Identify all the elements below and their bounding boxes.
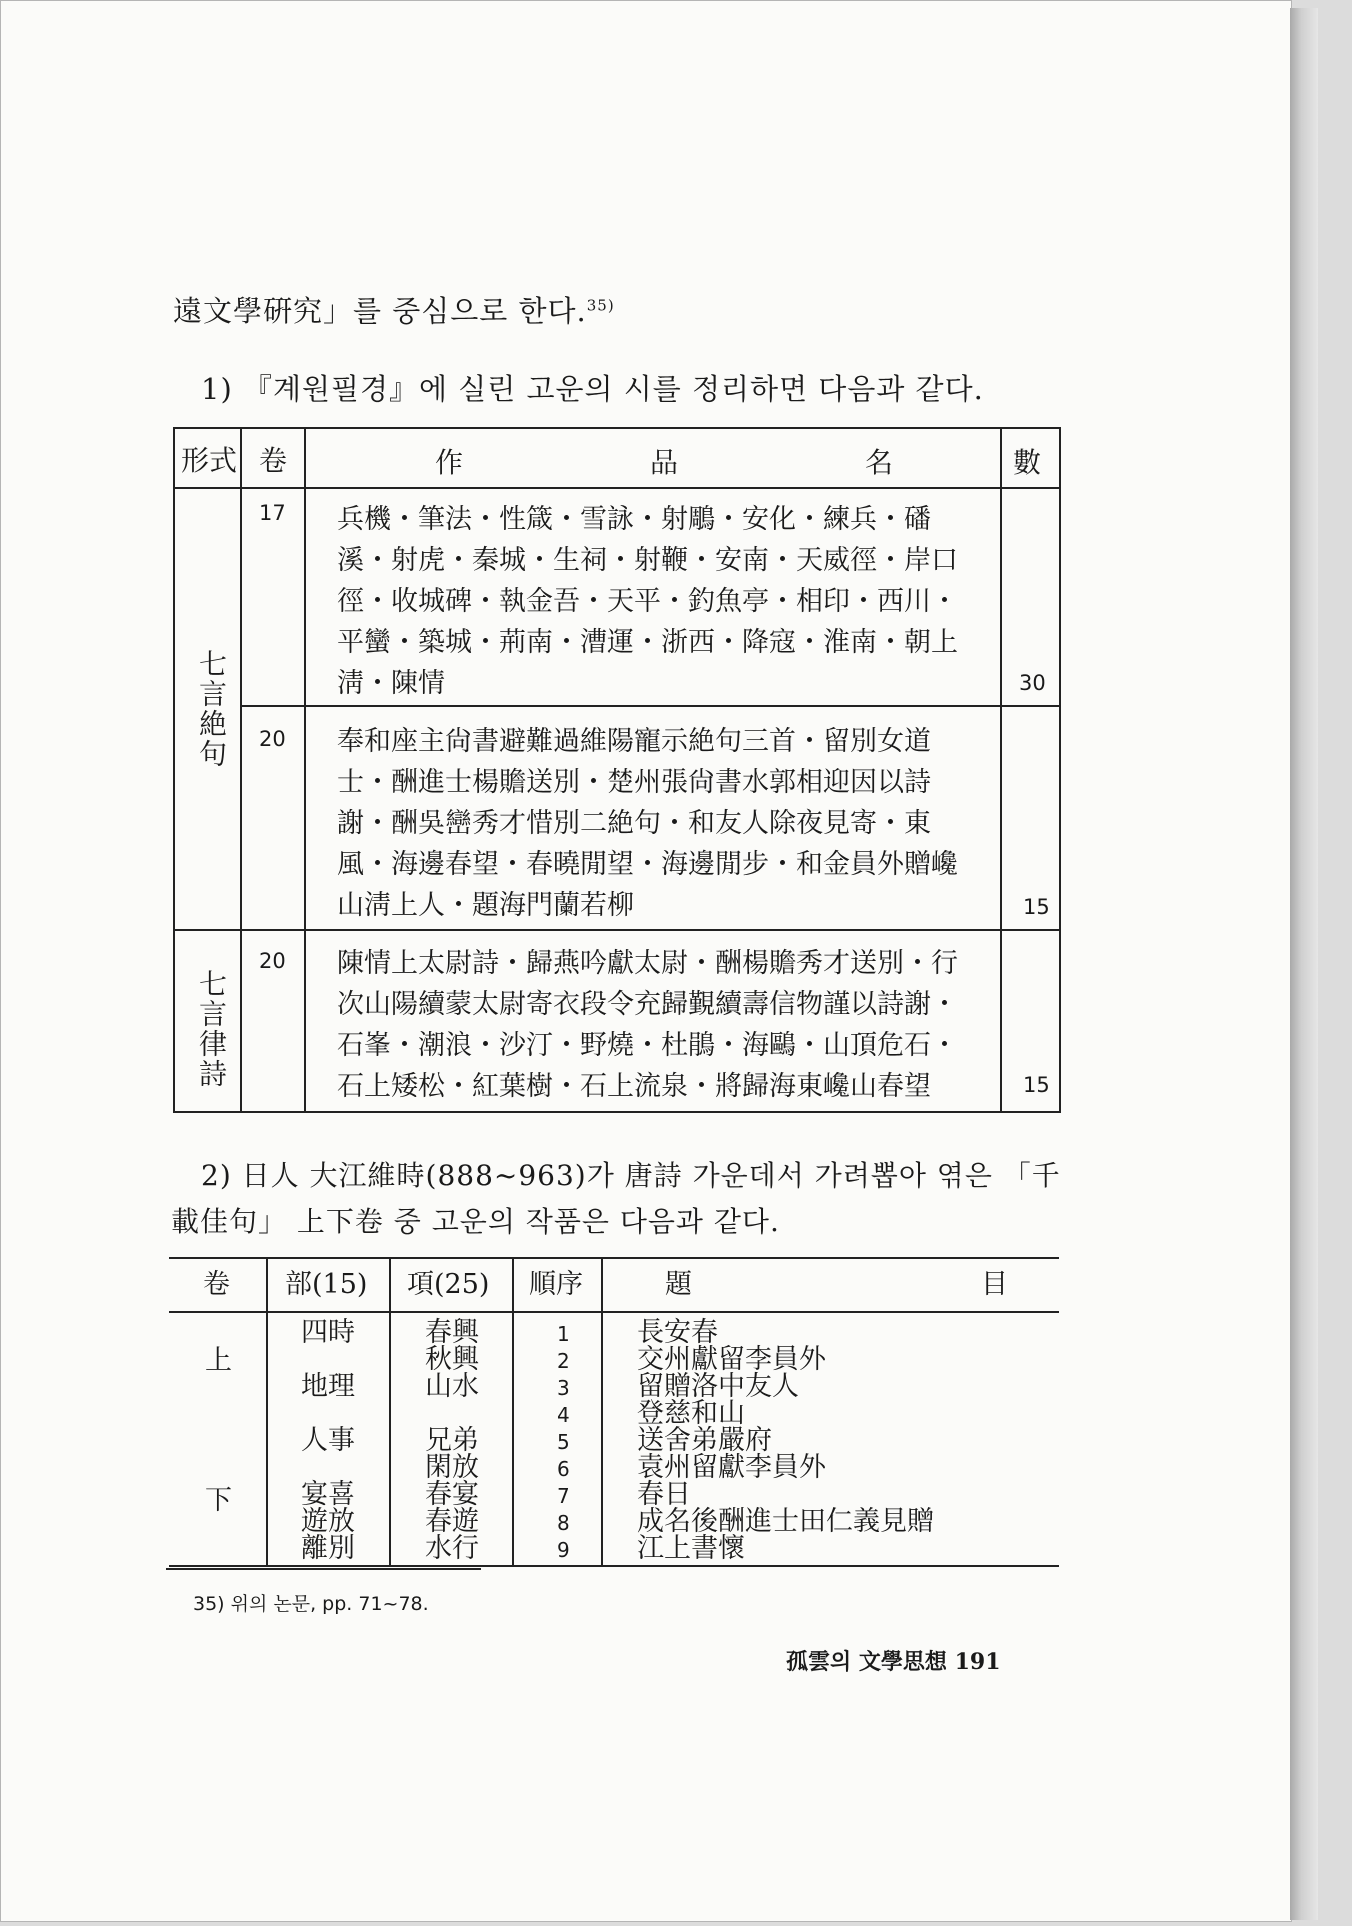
header-volume: 卷 — [259, 444, 288, 477]
t2-title: 成名後酬進士田仁義見贈 — [637, 1506, 934, 1537]
header-count: 數 — [1013, 446, 1042, 479]
t2-part: 地理 — [301, 1371, 355, 1402]
row-volume: 17 — [259, 501, 286, 525]
row-works: 奉和座主尙書避難過維陽寵示絶句三首・留別女道士・酬進士楊贍送別・楚州張尙書水郭相迎因以詩謝・酬吳巒秀才惜別二絶句・和友人除夜見寄・東風・海邊春望・春曉閒望・海邊閒步・和金員外贈巉山淸上人・題海門蘭若柳 — [337, 726, 958, 921]
row-count: 15 — [1023, 1073, 1050, 1097]
t2-header-title-a: 題 — [665, 1269, 692, 1300]
t2-title: 春日 — [637, 1479, 691, 1510]
item-2-line-2: 載佳句」 上下卷 중 고운의 작품은 다음과 같다. — [171, 1205, 780, 1238]
t2-order: 6 — [557, 1457, 570, 1481]
t2-title: 留贈洛中友人 — [637, 1371, 799, 1402]
header-form: 形式 — [181, 444, 238, 477]
form-quatrain: 七言絶句 — [195, 649, 228, 769]
t2-header-order: 順序 — [529, 1269, 583, 1300]
t2-header-volume: 卷 — [203, 1269, 230, 1300]
row-volume: 20 — [259, 949, 286, 973]
t2-volume-upper: 上 — [205, 1345, 232, 1376]
t2-order: 4 — [557, 1403, 570, 1427]
page-number: 191 — [954, 1649, 1001, 1675]
t2-order: 7 — [557, 1484, 570, 1508]
t2-title: 交州獻留李員外 — [637, 1344, 826, 1375]
t2-order: 3 — [557, 1376, 570, 1400]
t2-item: 水行 — [425, 1533, 479, 1564]
t2-item: 春興 — [425, 1317, 479, 1348]
t2-item: 山水 — [425, 1371, 479, 1402]
t2-part: 宴喜 — [301, 1479, 355, 1510]
intro-line: 遠文學硏究」를 중심으로 한다.$^{35)}$ — [173, 294, 615, 328]
running-head: 孤雲의 文學思想 — [786, 1649, 947, 1675]
header-work-1: 作 — [435, 446, 464, 479]
item-2-text — [171, 1153, 1061, 1245]
footnote-rule — [166, 1568, 481, 1570]
t2-item: 春宴 — [425, 1479, 479, 1510]
t2-header-part: 部(15) — [285, 1269, 368, 1300]
row-works: 兵機・筆法・性箴・雪詠・射鵰・安化・練兵・磻溪・射虎・秦城・生祠・射鞭・安南・天威徑・岸口徑・收城碑・執金吾・天平・釣魚亭・相印・西川・平蠻・築城・荊南・漕運・浙西・降寇・淮南・朝上淸・陳情 — [337, 504, 958, 699]
t2-order: 8 — [557, 1511, 570, 1535]
t2-volume-lower: 下 — [205, 1485, 232, 1516]
header-work-2: 品 — [650, 446, 679, 479]
t2-title: 登慈和山 — [637, 1398, 745, 1429]
t2-order: 9 — [557, 1538, 570, 1562]
t2-title: 長安春 — [637, 1317, 718, 1348]
item-1-text: 1) 『계원필경』에 실린 고운의 시를 정리하면 다음과 같다. — [201, 372, 984, 406]
row-count: 15 — [1023, 895, 1050, 919]
t2-part: 遊放 — [301, 1506, 355, 1537]
poems-table-1 — [173, 427, 1061, 1113]
t2-title: 送舍弟嚴府 — [637, 1425, 772, 1456]
t2-header-item: 項(25) — [407, 1269, 490, 1300]
t2-part: 四時 — [301, 1317, 355, 1348]
footnote: 35) 위의 논문, pp. 71~78. — [193, 1593, 429, 1615]
t2-order: 1 — [557, 1322, 570, 1346]
t2-order: 2 — [557, 1349, 570, 1373]
t2-part: 人事 — [301, 1425, 355, 1456]
page-edge — [1290, 8, 1318, 1920]
header-work-3: 名 — [865, 446, 894, 479]
t2-part: 離別 — [301, 1533, 355, 1564]
item-2-line-1: 2) 日人 大江維時(888~963)가 唐詩 가운데서 가려뽑아 엮은 「千 — [201, 1159, 1061, 1192]
t2-title: 袁州留獻李員外 — [637, 1452, 826, 1483]
t2-item: 春遊 — [425, 1506, 479, 1537]
row-works: 陳情上太尉詩・歸燕吟獻太尉・酬楊贍秀才送別・行次山陽續蒙太尉寄衣段令充歸覲續壽信物謹以詩謝・石峯・潮浪・沙汀・野燒・杜鵑・海鷗・山頂危石・石上矮松・紅葉樹・石上流泉・將歸海東巉山春望 — [337, 948, 958, 1102]
t2-item: 兄弟 — [425, 1425, 479, 1456]
t2-title: 江上書懷 — [637, 1533, 745, 1564]
running-head-folio — [786, 1645, 1001, 1676]
form-regulated-verse: 七言律詩 — [195, 969, 228, 1089]
t2-header-title-b: 目 — [981, 1269, 1008, 1300]
row-count: 30 — [1019, 671, 1046, 695]
footnote-ref: 35) — [586, 296, 615, 315]
t2-item: 閑放 — [425, 1452, 479, 1483]
t2-order: 5 — [557, 1430, 570, 1454]
row-volume: 20 — [259, 727, 286, 751]
t2-item: 秋興 — [425, 1344, 479, 1375]
